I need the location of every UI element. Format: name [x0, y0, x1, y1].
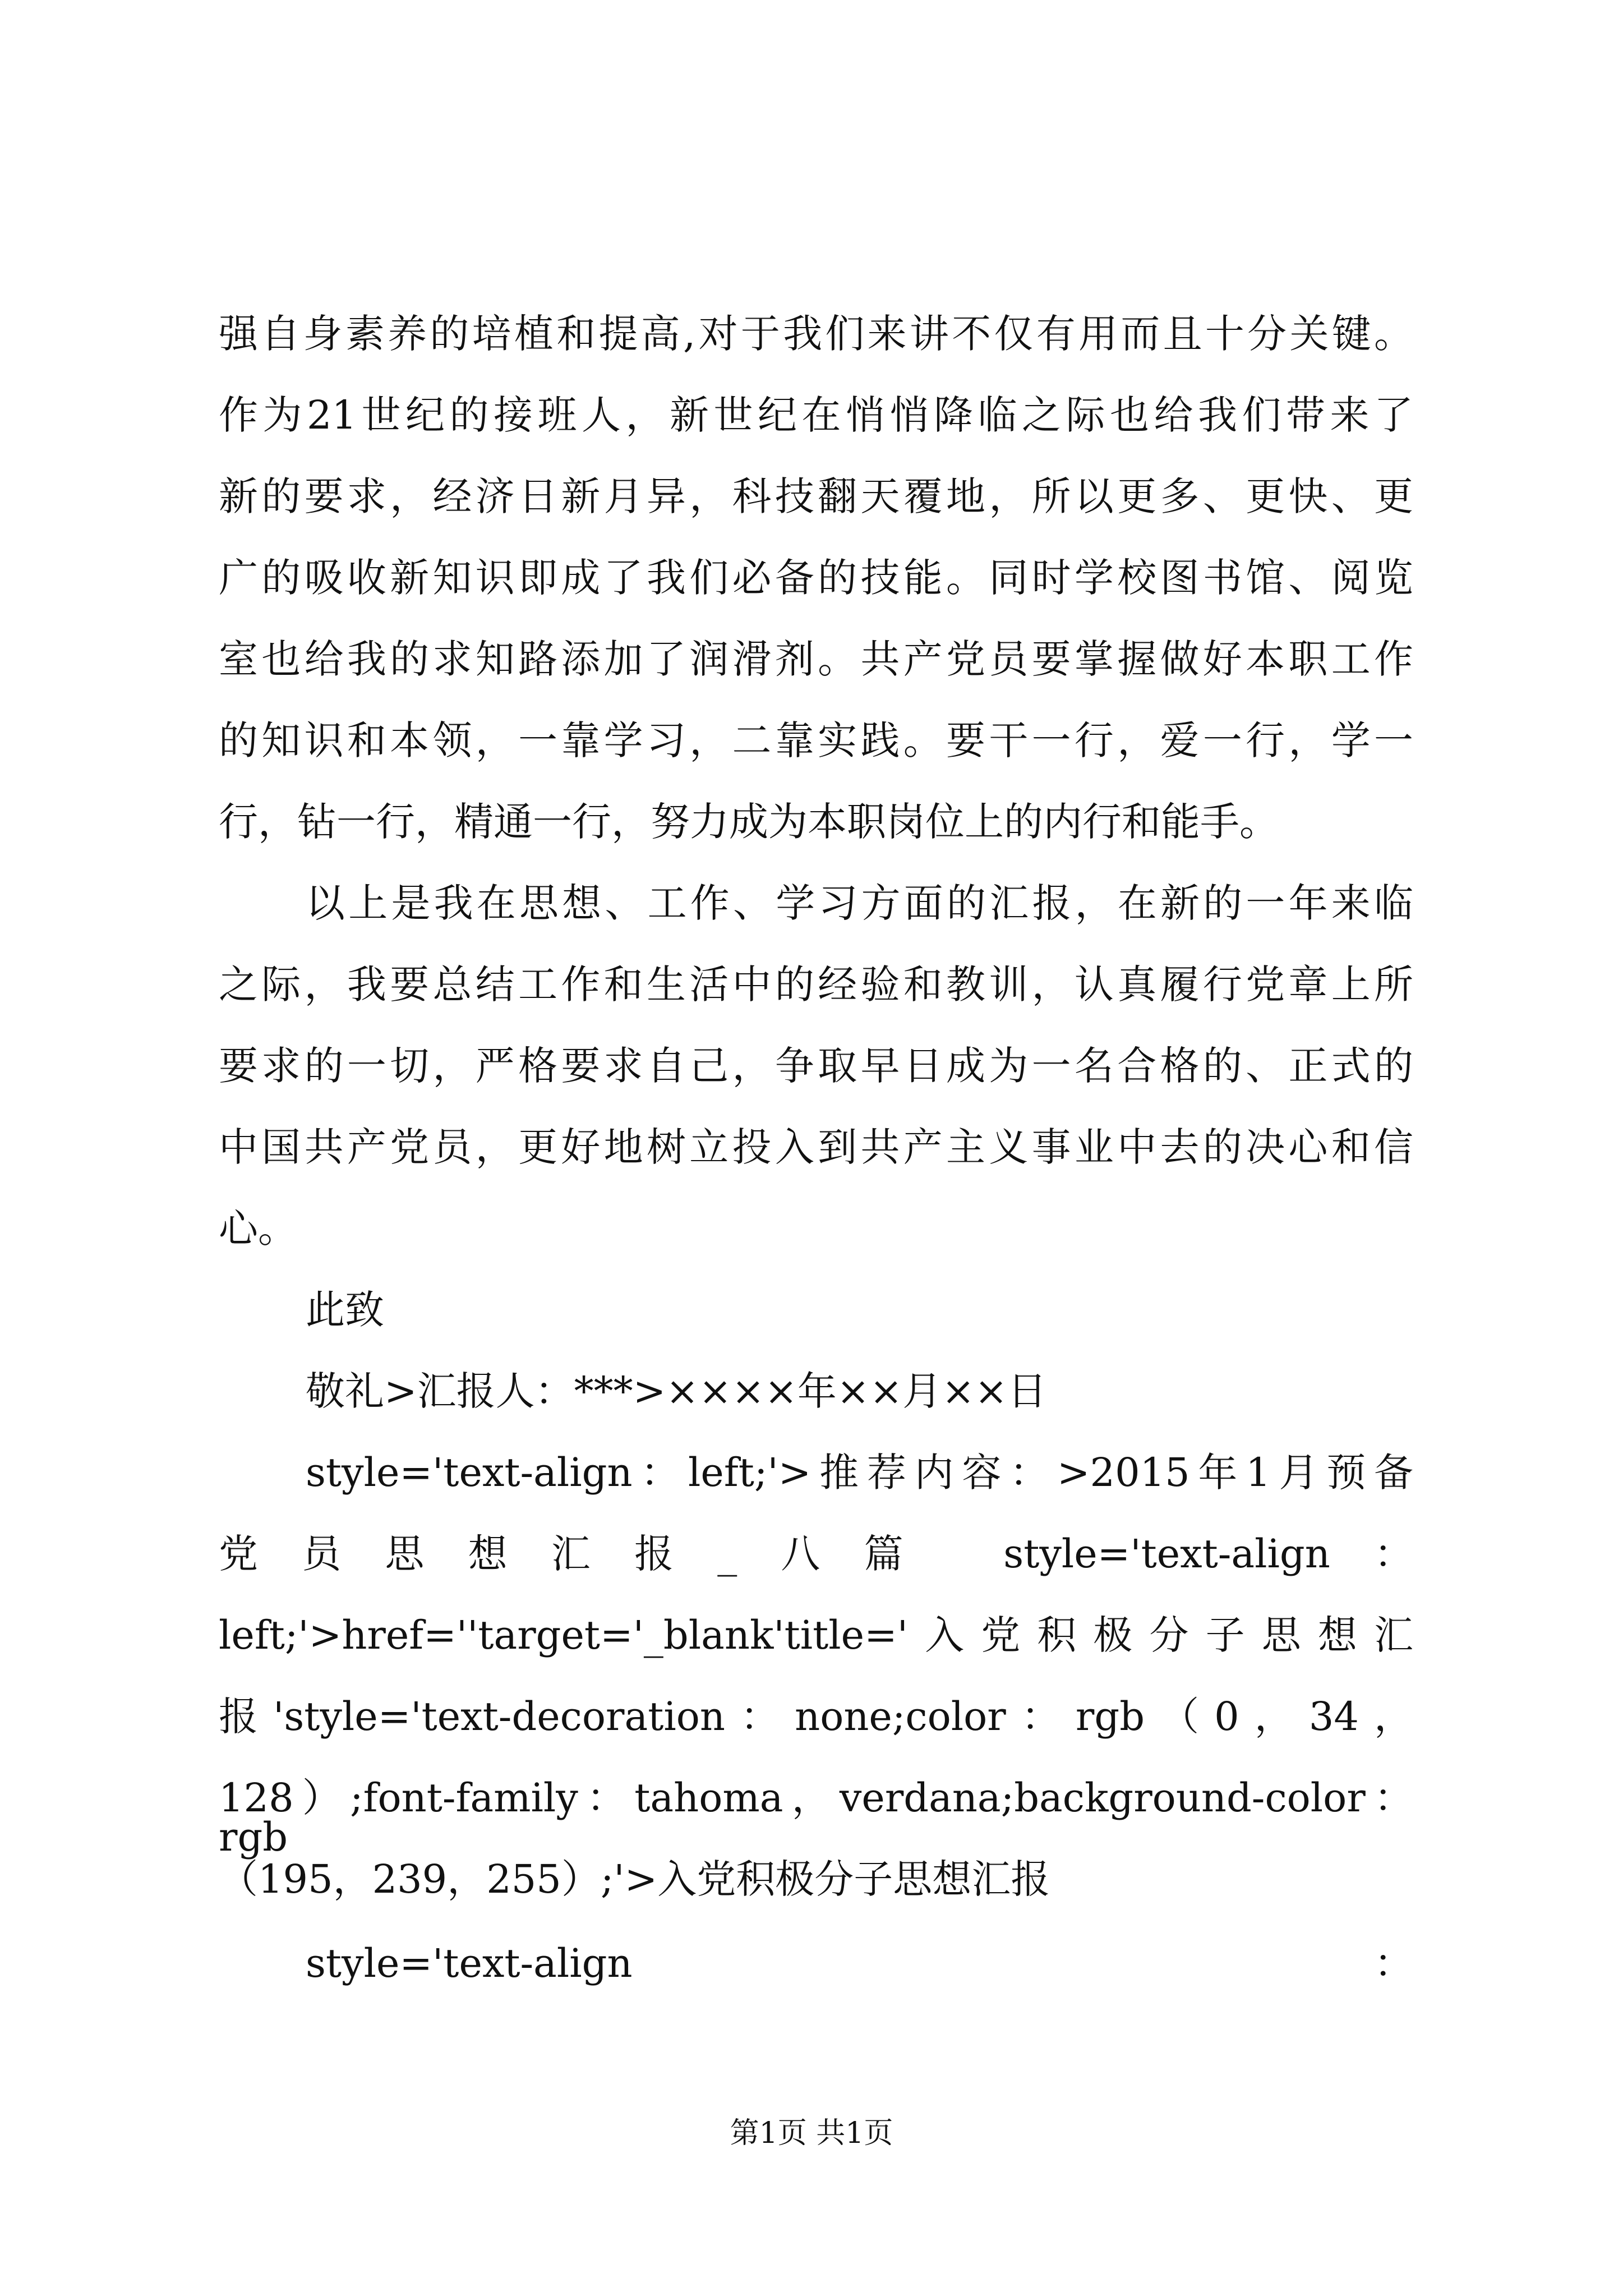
paragraph-start-line: 以上是我在思想、工作、学习方面的汇报，在新的一年来临 [306, 880, 1413, 926]
text-line-9: 之际，我要总结工作和生活中的经验和教训，认真履行党章上所 [219, 961, 1413, 1007]
text-line-7: 行，钻一行，精通一行，努力成为本职岗位上的内行和能手。 [219, 799, 1279, 845]
text-line-5: 室也给我的求知路添加了润滑剂。共产党员要掌握做好本职工作 [219, 636, 1413, 682]
text-line-4: 广的吸收新知识即成了我们必备的技能。同时学校图书馆、阅览 [219, 555, 1413, 601]
text-line-16: 党员思想汇报_八篇 style='text-align： [219, 1531, 1413, 1577]
salutation: 此致 [306, 1287, 384, 1333]
text-line-20: （195，239，255）;'>入党积极分子思想汇报 [219, 1856, 1050, 1902]
text-line-3: 新的要求，经济日新月异，科技翻天覆地，所以更多、更快、更 [219, 473, 1413, 519]
page-footer: 第1页 共1页 [730, 2116, 893, 2150]
recommend-line: style='text-align：left;'>推荐内容：>2015年1月预备 [306, 1450, 1413, 1496]
text-line-1: 强自身素养的培植和提高,对于我们来讲不仅有用而且十分关键。 [219, 311, 1413, 357]
text-line-10: 要求的一切，严格要求自己，争取早日成为一名合格的、正式的 [219, 1043, 1413, 1089]
text-line-18: 报'style='text-decoration：none;color：rgb（0，34， [219, 1694, 1413, 1740]
text-line-2: 作为21世纪的接班人，新世纪在悄悄降临之际也给我们带来了 [219, 392, 1413, 438]
trailing-colon: ： [1374, 1940, 1413, 1986]
text-line-11: 中国共产党员，更好地树立投入到共产主义事业中去的决心和信 [219, 1124, 1413, 1170]
text-line-6: 的知识和本领，一靠学习，二靠实践。要干一行，爱一行，学一 [219, 717, 1413, 763]
text-line-19: 128）;font-family：tahoma，verdana;background-color：rgb [219, 1775, 1413, 1860]
text-line-21-wrapper [219, 1940, 1413, 1989]
text-line-12: 心。 [219, 1205, 297, 1251]
text-line-21: style='text-align [306, 1940, 633, 1986]
text-line-17: left;'>href=''target='_blank'title='入党积极分子思想汇 [219, 1612, 1413, 1658]
signature-line: 敬礼>汇报人：***>××××年××月××日 [306, 1368, 1047, 1414]
